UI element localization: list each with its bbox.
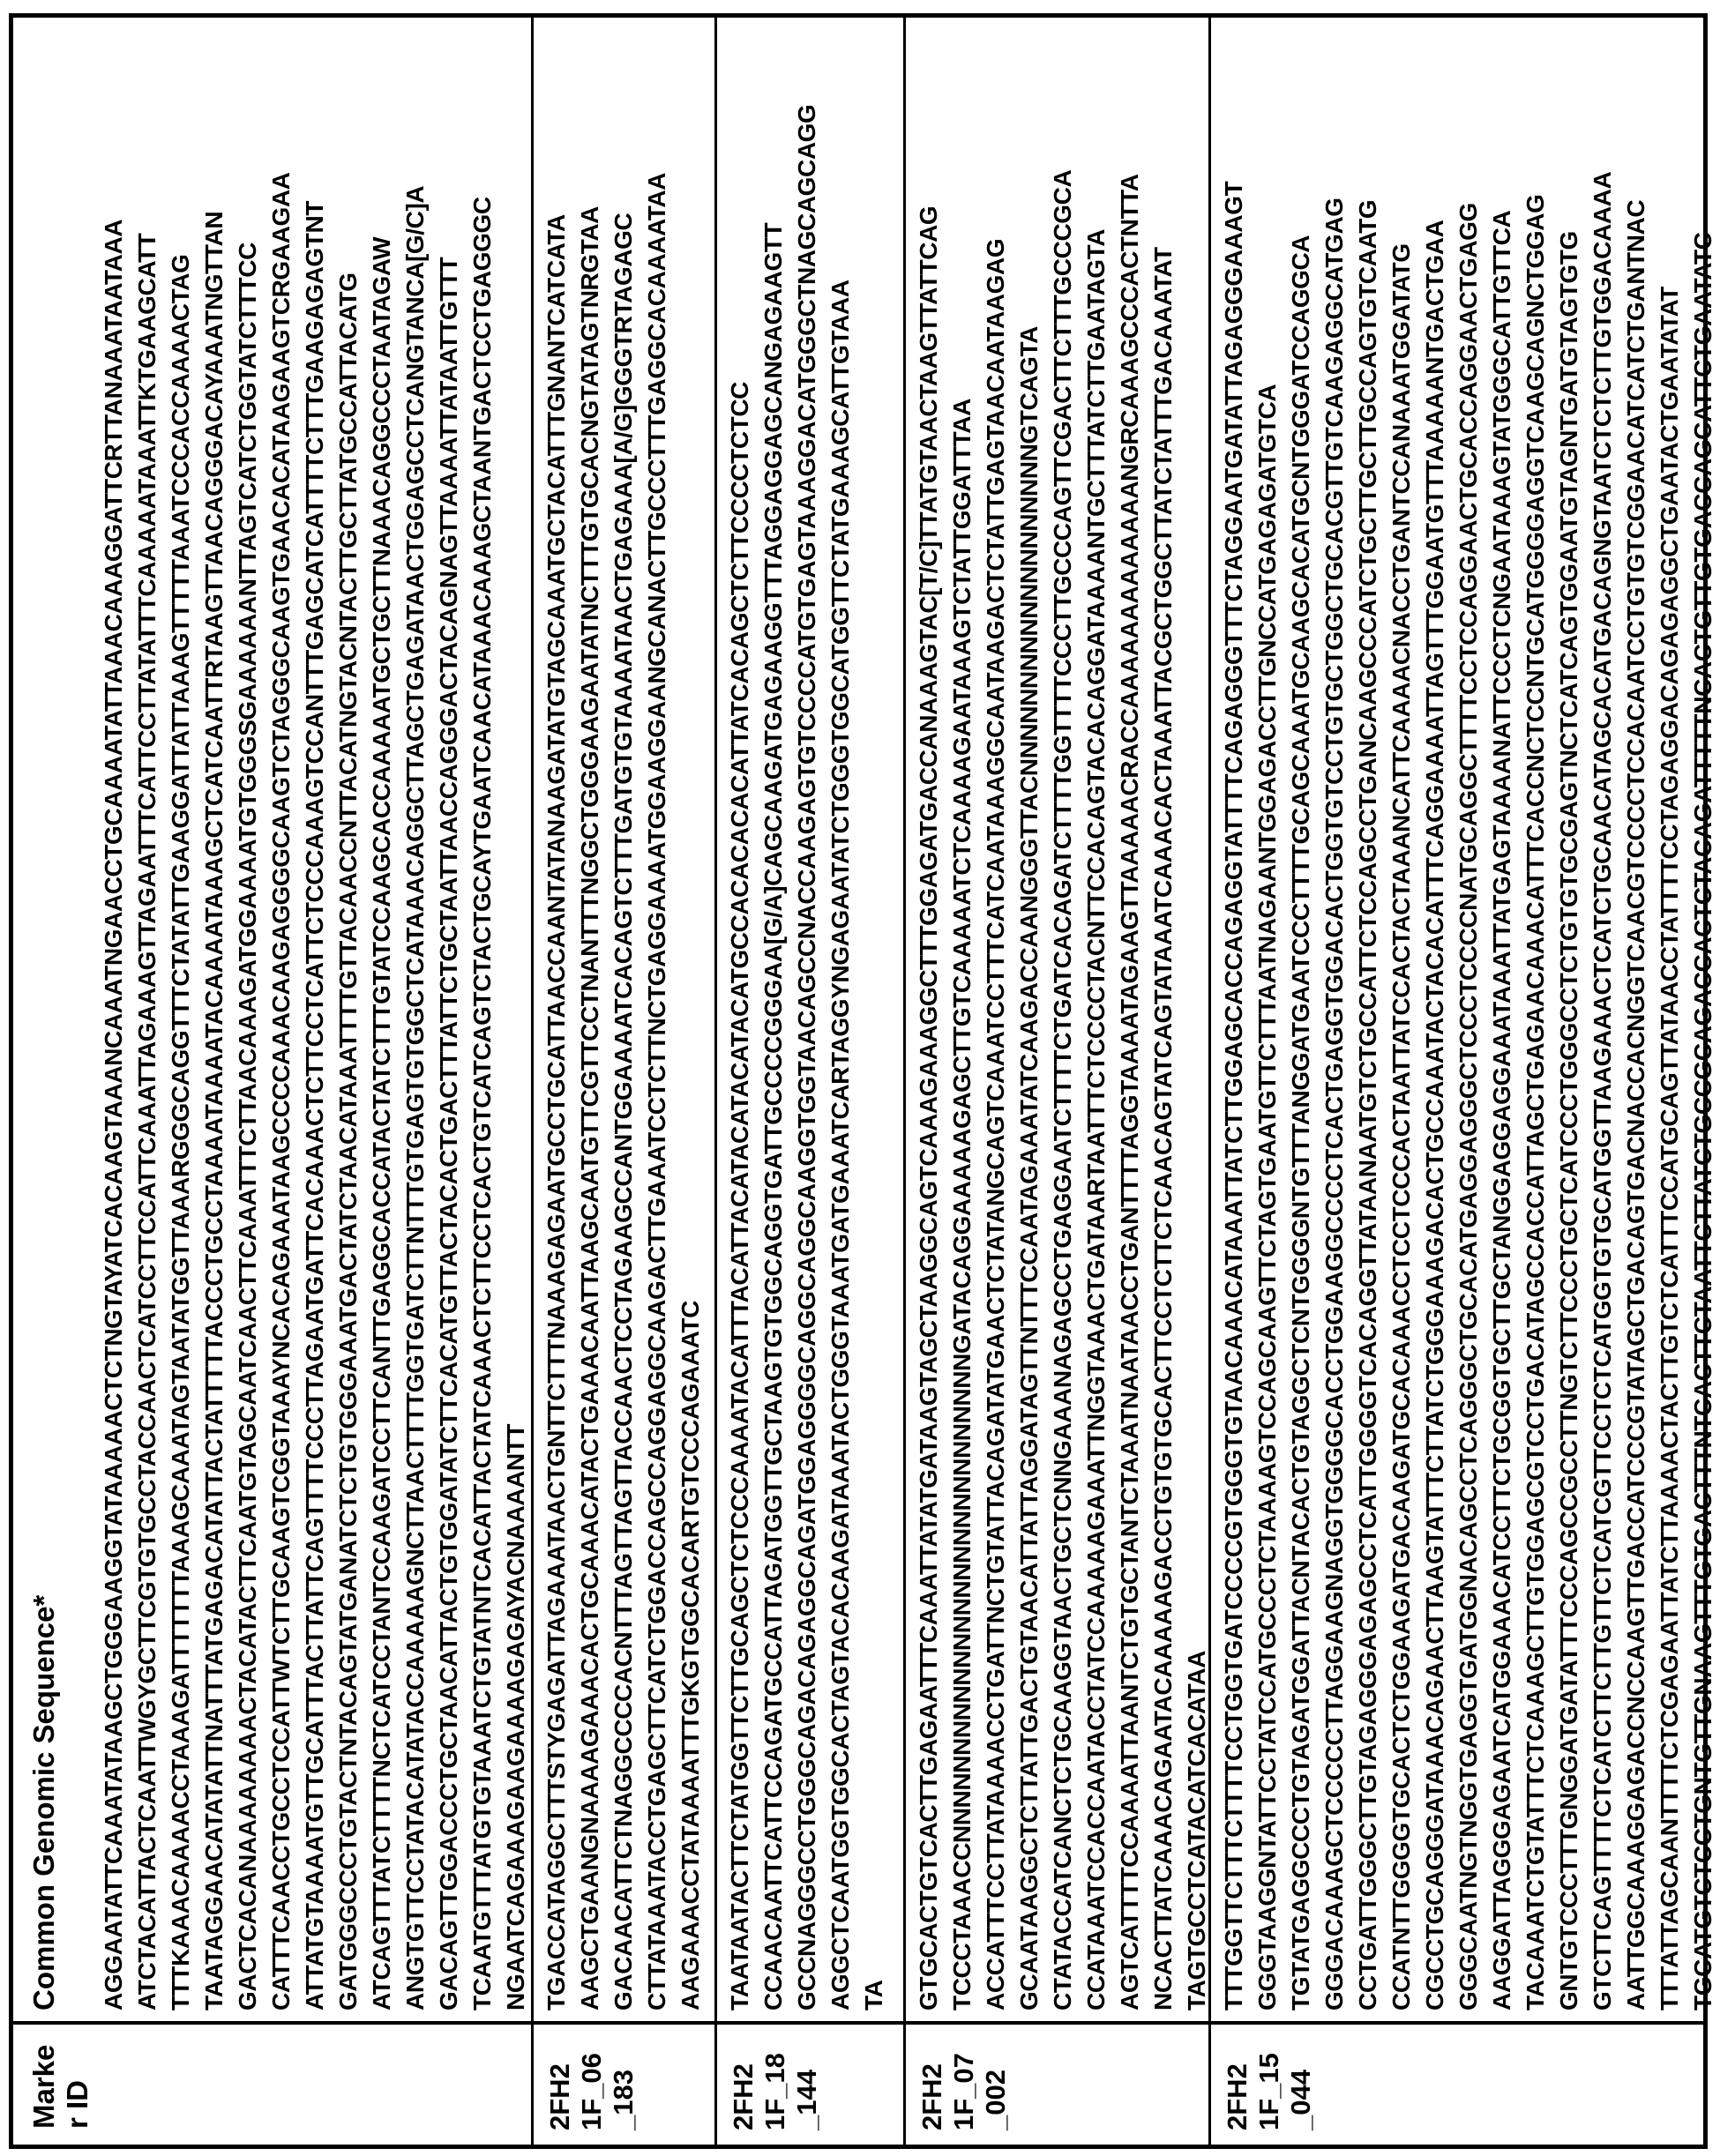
marker-id-header: Marke r ID bbox=[13, 2021, 91, 2145]
table-row bbox=[903, 18, 1208, 2145]
sequence-line: GCCNAGGGCCTGGGCAGACAGAGGCAGATGGAGGGGCAGGCAGGCAAGGTGGTAACAGCCNACCAAGAGTGTCCCCATGTGAGTAAAGGACATGGGCTNAGCAGCAGG bbox=[793, 104, 820, 2011]
sequence-line: AGTCATTTTCCAAAATTAANTCTGTGCTANTCTAAATNAATAACCTGANTTTTAGGTAAAATAGAAGTTAAAAACRACCAAAAAAAAAAAAANGRCAAAGCCCACTNTTA bbox=[1116, 174, 1143, 2011]
sequence-line: TGCATGTCTCCTGNTGTTGNAAGTTTGTGACTTTNTCACTTCTAATTCTTATCTGCCGCAGACCACTCTACAGATTTTTNCACTGTTGTGACCAGCATTCTGAATATC bbox=[1689, 232, 1716, 2011]
sequence-line: TAGTGCCTCATACATCACATAA bbox=[1183, 1650, 1210, 2011]
sequence-header: Common Genomic Sequence* bbox=[27, 1594, 60, 2011]
sequence-line: CCATAAATCCACCAATACCTATCCAAAAAGAAATTNGGTAAACTGATAARTAATTTCTCCCCTACNTTCCACAGTACACAGGATAAAANTGCTTTATCTTGAATAGTA bbox=[1082, 228, 1110, 2011]
sequence-line: ATCAGTTTATCTTTTNCTCATCCTANTCCAAGATCCTTCANTTGAGGCACCATACTATCTTTGTATCCAAGCACCAAAAATGCTGCTTNAAACAGGCCCTAATAGAW bbox=[368, 236, 395, 2011]
sequence-line: ACCATTTCCTTATAAAACCTGATTNCTGTATTACAGATATGAACTCTATANGCAGTCAAATCCTTTCATCAATAAAGGCAATAAGACTCTATTGAGTAACAATAAGAG bbox=[982, 238, 1009, 2011]
marker-id-cell: 2FH2 1F_18 _144 bbox=[717, 2021, 903, 2145]
sequence-line: GGGCAATNGTNGGTGAGGTGATGGNACAGCCTCAGGGCTGCACATGAGGAGGGCTCCCTCCCCNATGCAGGCTTTTCCTCCAGGAACTGCACCAGGAACTGAGG bbox=[1455, 203, 1482, 2011]
sequence-line: GGGACAAAGCTCCCCCTTAGGAAGNAGGTGGGGCACCTGGAAGGCCCCTCACTGAGGTGGACACTGGTGTCCTGTGCTGGCTGCACGTTGTCAAGAGGCATGAG bbox=[1320, 198, 1348, 2011]
sequence-line: TACAAATCTGTATTTCTCAAAGCTTGTGGAGCGTCCTGACATAGCCACCATTAGCTGAGAACAAACATTTCACCNCTCCNTGCATGGGGAGGTCAAGCAGNCTGGAG bbox=[1522, 194, 1549, 2011]
sequence-line: ATCTACATTACTCAATTWGYGCTTCGTGTGCCTACCAACTCATCCTTCCATTCAAATTAGAAAGTTAGAATTTCATTCCTTATATTTCAAAAATAAATTKTGAAGCATT bbox=[133, 233, 161, 2011]
table-row bbox=[531, 18, 714, 2145]
marker-id-cell bbox=[91, 2021, 531, 2145]
sequence-line: TTTKAAACAAAACCTAAAGATTTTTTTAAAGCAAATAGTAATATGGTTAAARGGGCAGGTTTCTATATTGAAGGATTATTAAAGTTTTTAAATCCCACCAAAACTAG bbox=[167, 254, 194, 2011]
sequence-line: TA bbox=[860, 1980, 887, 2011]
marker-id-cell: 2FH2 1F_07 _002 bbox=[906, 2021, 1208, 2145]
sequence-line: CCATNTTGGGGTGCACTCTGGAAGATGACAAGATGCACAAACCTCCTCCCACTAATTATCCACTACTAAANCATTCAAAACNACCTGANTCCANAAATGGATATG bbox=[1387, 243, 1415, 2011]
sequence-line: GCAATAAGGCTCTTATTGACTGTAACATTATTAGGATAGTTNTTTCCAATAGAAATATCAAGACCAANGGGTTACNNNNNNNNNNNNNNNNNNNGTCAGTA bbox=[1015, 326, 1043, 2011]
sequence-cell bbox=[1211, 18, 1716, 2021]
sequence-cell bbox=[534, 18, 714, 2021]
sequence-line: AGGCTCAATGGTGGCACTAGTACACAAGATAAATACTGGGTAAATGATGAAATCARTAGGYNGAGAATATCTGGGTGGCATGGTTCTATGAAAGCATTGTAAA bbox=[826, 280, 854, 2011]
sequence-line: ATTATGTAAAATGTTGCATTTACTTATTCAGTTTTCCCTTAGAATGATTCACAAACTCTTCCTCATTCTCCCAAAGTCCANTTTGAGCATCATTTTCTTTGAAGAGAGTNT bbox=[301, 200, 328, 2011]
marker-id-cell: 2FH2 1F_06 _183 bbox=[534, 2021, 714, 2145]
sequence-line: GACTCACANAAAAAAAACTACATACTTCAATGTAGCAATCAACTTCAAATTTCTTAACAAAGATGGAAAATGTGGGSGAAAAAANTTAGTCATCTGGTATCTTTCC bbox=[234, 242, 261, 2011]
genomic-sequence-table bbox=[9, 13, 1716, 2149]
sequence-line: TCCCTAAACCNNNNNNNNNNNNNNNNNNNNNNNNNNNNGATACAGGAAAAAGAGCTTGTCAAAAATCTCAAAAGAATAAAGTCTATTGGATTTAA bbox=[948, 399, 976, 2011]
sequence-line: TTTATTAGCAANTTTTCTCGAGAATTATCTTAAAACTACTTGTCTCATTTCCATGCAGTTATAACCTATTTTCCTAGAGGACAGAGAGGCTGAATACTGAATATAT bbox=[1656, 286, 1683, 2011]
sequence-line: TAATAGGAACATATATTNATTTATGAGACATATTACTATTTTTACCCTGCCTAAAATAAAATACAAAATAAAGCTCATCAATTRTAAGTTAACAGGGACAYAAATNGTTAN bbox=[200, 211, 228, 2011]
sequence-line: GTGCACTGTCACTTGAGAATTTCAAATTATATGATAAGTAGCTAAGGCAGTCAAAGAAAGGCTTTGGAGATGACCANAAAGTAC[T/C]TTATGTAACTAAGTTATTCAG bbox=[915, 205, 942, 2011]
sequence-line: CTATACCATCANCTCTGCAAGGTAACTGCTCNNGAAANAGAGCCTGAGGAATCTTTTCTGATCACAGATCTTTTGGTTTTCCCTTGCCCAGTTCGACTTCTTTGCCCGCA bbox=[1049, 169, 1076, 2011]
sequence-line: GGGTAAGGNTATTCCTATCCATGCCCTCTAAAAGTCCAGCAAGTTCTAGTGAATGTTCTTTAATNAGAANTGGAGACCTTGNCCATGAGAGATGTCA bbox=[1253, 384, 1281, 2011]
marker-id-cell: 2FH2 1F_15 _044 bbox=[1211, 2021, 1703, 2145]
sequence-line: TCAATGTTTATGTGTAAATCTGTATNTCACATTACTATCAAACTCTTCCTCACTGTCATCAGTCTACTGCAYTGAATCAACATAAACAAAGCTAANTGACTCCTGAGGGC bbox=[468, 197, 496, 2011]
sequence-line: GACAACATTCTNAGGCCCCACNTTTAGTTAGTTACCAACTCCTAGAAGCCANTGGAAAATCACAGTCTTTGATGTGTAAAATAACTGAGAAA[A/G]GGGTRTAGAGC bbox=[609, 213, 637, 2011]
sequence-cell bbox=[717, 18, 903, 2021]
sequence-line: GNTGTCCCTTTGNGGATGATATTTCCCAGCCGCCTTNGTCTTCCCTGCTCATCCCTGGGCCTCTGTGTGCGAGTNCTCATCAGTGGAATGTAGNTGATGTAGTGTG bbox=[1555, 231, 1582, 2011]
sequence-line: GTCTTCAGTTTTCTCATCTTCTTGTTCTCATCGTTCCTCTCATGGTGTGCATGGTTAAGAAACTCATCTGCAACATAGCACATGACAGNGTAATCTCTCTTGTGGACAAAA bbox=[1589, 171, 1616, 2011]
sequence-line: CCAACAATTCATTCCAGATGCCATTAGATGGTTGCTAAGTGTGGCAGGTGATTGCCCCGGGAA[G/A]CAGCAAGATGAGAAGGTTTAGGAGGAGCANGAGAAGTT bbox=[759, 222, 787, 2011]
sequence-cell bbox=[906, 18, 1208, 2021]
sequence-line: NCACTTATCAAACAGAATACAAAAAGACCTGTGTGCACTTCCTCTTCTCAACAGTATCAGTATAAATCAAACACTAAATTACGCTGGCTTATCTATTTGACAAATAT bbox=[1149, 247, 1177, 2011]
sequence-line: AATTGGCAAAGGAGACCNCCAAGTTGACCATCCCGTATAGCTGACAGTGACNACCACNGGTCAACGTCCCCTCCACAATCCTGTGTCGGAACATCATCTGANTNAC bbox=[1622, 199, 1649, 2011]
table-row bbox=[714, 18, 903, 2145]
sequence-line: NGAATCAGAAAGAAGAAAAGAGAYACNAAAANTT bbox=[502, 1423, 529, 2011]
sequence-line: AGGAATATTCAAATATAAGCTGGGAAGGTATAAAAACTCTNGTAYATCACAAGTAAANCAAATNGAACCTGCAAAATATTAAACAAAGGATTCRTTANAAATAATAAA bbox=[100, 219, 127, 2011]
sequence-line: TGTATGAGGCCCTGTAGATGGATTACNTACACTGTAGGCTCNTGGGGNTGTTTANGGATGAATCCCTTTTGCAGCAAATGCAAGCACATGCNTGGGATCCAGGCA bbox=[1287, 235, 1314, 2011]
sequence-line: AAGCTGAANGNAAAAGAAACACTGCAAACATACTGAAACAATTAAGCAATGTTCGTTCCTNANTTTNGGCTGGGAAGAATATNCTTTGTGCACNGTATAGTNRGTAA bbox=[576, 205, 603, 2011]
header-row bbox=[13, 18, 91, 2145]
sequence-line: CCTGATTGGGCTTGTAGAGGGAGAGCCTCATTGGGGTCACAGGTTATAANAATGTCTGCCATTCTCCAGCCTGANCAAGCCCATCTGCTTGCTTGCCAGTGTCAATG bbox=[1354, 199, 1381, 2011]
sequence-line: TTTGGTTCTTTCTTTTCCTGGTGATCCCCGTGGGTGTAACAAACATAAATTATCTTGGAGCACCAGAGGTATTTTCAGAGGGTTTCTAGGAATGATATTAGAGGGAAAGT bbox=[1220, 181, 1247, 2011]
sequence-line: AAGGATTAGGGAGAATCATGGAAACATCCTTCTGCGGTGCTTGCTANGGAGGAGGAAATAAATTATGAGTAAAANATTCCCTCNGAATAAAGTATGGGCATTGTTCA bbox=[1488, 210, 1515, 2011]
table-row bbox=[91, 18, 531, 2145]
sequence-line: CATTTCAACCTGCCTCCATTWTCTTGCAAGTCGGTAAAYNCACAGAAATAAGCCCCAAACAAGAGGGGCAAGTCTAGGGCAAGTGAACACATAAGAAGTCRGAAGAA bbox=[267, 172, 295, 2011]
sequence-line: CTTATAAATACCTGAGCTTCATCTGGACCAGCCAGGAGGCAAGACTTGAAATCCTCTTNCTGAGGAAAATGGAAGGAANGCANACTTGCCCTTTGAGGCACAAAATAA bbox=[643, 172, 670, 2011]
sequence-line: GATGGGCCCTGTACTNTACAGTATGANATCTCTGTGGGAAATGACTATCTAACATAAATTTTGTTACAACCNTTACATNGTACNTACTTGCTTATGCCATTACATG bbox=[334, 272, 362, 2011]
sequence-line: TAATAATACTTCTATGGTTCTTGCAGCTCTCCCAAAATACATTTACATTACATACATACATACATGCCACACACACATTATCACAGCTCTTCCCCTCTCC bbox=[726, 382, 753, 2011]
sequence-line: CGCCTGCAGGGATAAACAGAACTTAAGTATTTCTTATCTGGGAAAGACACTGCCAAATACTACACATTTCAGGAAAATTAGTTTGGAATGTTTAAAAANTGACTGAA bbox=[1421, 220, 1448, 2011]
sequence-line: ANGTGTTCCTATACATATACCAAAAAGNCTTAACTTTTGGTGATCTTNTTTGTGAGTGTGGCTCATAAACAGGCTTAGCTGAGATAACTGGAGCCTCANGTANCA[G/C]A bbox=[401, 185, 429, 2011]
sequence-line: TGACCATAGGCTTTSTYGAGATTAGAAATAACTGNTTCTTTNAAAGAGAATGCCTGCATTAACCAANTATANAAGATATGTAGCAAATGCTACATTTGNANTCATCATA bbox=[542, 214, 570, 2011]
sequence-line: AAGAAACCTATAAAATTTGKGTGGCACARTGTCCCAGAAATC bbox=[677, 1301, 704, 2011]
sequence-line: GACAGTTGGACCCTGCTAACATTACTGTGGATATCTTCACATGTTACTACACTGACTTTATTCTGCTAATTAACCAGGGACTACAGNAGTTAAAATTATAATTGTTT bbox=[435, 257, 462, 2011]
table-row bbox=[1208, 18, 1716, 2145]
sequence-cell bbox=[91, 18, 531, 2021]
